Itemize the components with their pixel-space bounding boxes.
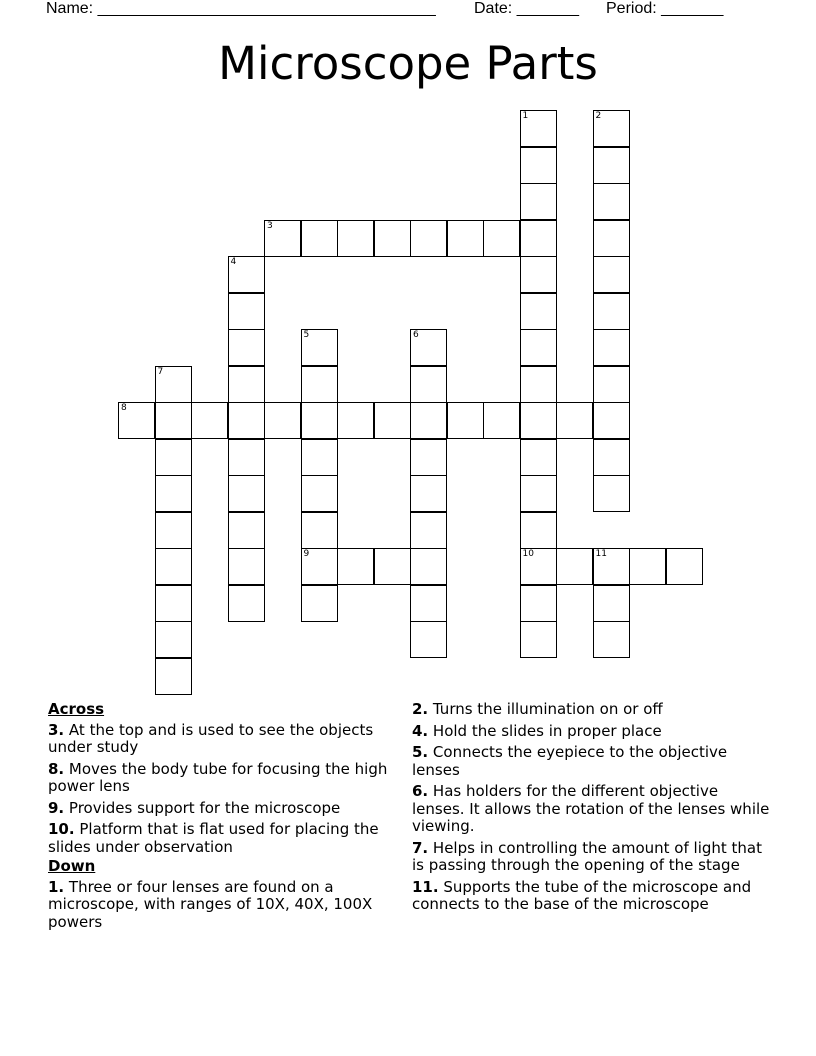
crossword-cell[interactable] xyxy=(629,548,666,585)
crossword-cell[interactable] xyxy=(301,329,338,366)
crossword-cell[interactable] xyxy=(593,621,630,658)
page-title: Microscope Parts xyxy=(218,37,598,90)
crossword-cell[interactable] xyxy=(593,147,630,184)
crossword-cell[interactable] xyxy=(228,256,265,293)
crossword-cell[interactable] xyxy=(593,256,630,293)
period-field[interactable]: Period: _______ xyxy=(606,0,724,17)
clue-down-1: 1. Three or four lenses are found on a microscope, with ranges of 10X, 40X, 100X powers xyxy=(48,877,373,931)
crossword-cell[interactable] xyxy=(593,110,630,147)
crossword-cell[interactable] xyxy=(118,402,155,439)
crossword-cell[interactable] xyxy=(374,402,411,439)
clue-number: 10 xyxy=(522,549,534,559)
crossword-cell[interactable] xyxy=(410,439,447,476)
crossword-cell[interactable] xyxy=(374,548,411,585)
clue-number: 9 xyxy=(303,549,310,559)
crossword-cell[interactable] xyxy=(520,110,557,147)
crossword-cell[interactable] xyxy=(520,366,557,403)
crossword-cell[interactable] xyxy=(155,439,192,476)
crossword-cell[interactable] xyxy=(191,402,228,439)
clue-number: 6 xyxy=(413,330,419,340)
crossword-cell[interactable] xyxy=(301,475,338,512)
crossword-cell[interactable] xyxy=(593,585,630,622)
crossword-cell[interactable] xyxy=(520,183,557,220)
crossword-cell[interactable] xyxy=(593,475,630,512)
crossword-cell[interactable] xyxy=(593,183,630,220)
clue-across-9: 9. Provides support for the microscope xyxy=(48,798,341,817)
clue-number: 4 xyxy=(230,257,237,267)
crossword-cell[interactable] xyxy=(520,512,557,549)
clues-column-right xyxy=(412,701,772,918)
crossword-cell[interactable] xyxy=(593,548,630,585)
crossword-cell[interactable] xyxy=(155,621,192,658)
crossword-cell[interactable] xyxy=(155,512,192,549)
clue-number: 7 xyxy=(157,366,164,377)
crossword-cell[interactable] xyxy=(593,220,630,257)
crossword-cell[interactable] xyxy=(228,366,265,403)
clue-down-5: 5. Connects the eyepiece to the objective lenses xyxy=(412,743,728,779)
clue-number: 2 xyxy=(595,111,602,121)
crossword-cell[interactable] xyxy=(228,402,265,439)
crossword-cell[interactable] xyxy=(264,220,301,257)
crossword-cell[interactable] xyxy=(264,402,301,439)
crossword-cell[interactable] xyxy=(483,220,520,257)
crossword-cell[interactable] xyxy=(410,220,447,257)
crossword-cell[interactable] xyxy=(228,512,265,549)
crossword-cell[interactable] xyxy=(520,147,557,184)
crossword-cell[interactable] xyxy=(301,512,338,549)
crossword-cell[interactable] xyxy=(155,475,192,512)
crossword-cell[interactable] xyxy=(228,475,265,512)
date-field[interactable]: Date: _______ xyxy=(474,0,579,17)
clue-down-4: 4. Hold the slides in proper place xyxy=(412,721,662,740)
clue-down-11: 11. Supports the tube of the microscope and connects to the base of the microscope xyxy=(412,877,752,913)
crossword-cell[interactable] xyxy=(228,585,265,622)
crossword-cell[interactable] xyxy=(301,585,338,622)
crossword-cell[interactable] xyxy=(337,548,374,585)
crossword-cell[interactable] xyxy=(520,475,557,512)
crossword-cell[interactable] xyxy=(520,439,557,476)
crossword-cell[interactable] xyxy=(666,548,703,585)
crossword-cell[interactable] xyxy=(447,402,484,439)
name-field[interactable]: Name: ______________________________________ xyxy=(46,0,436,17)
crossword-cell[interactable] xyxy=(483,402,520,439)
crossword-cell[interactable] xyxy=(410,329,447,366)
crossword-cell[interactable] xyxy=(155,658,192,695)
crossword-cell[interactable] xyxy=(593,293,630,330)
clues-column-left xyxy=(48,701,398,935)
crossword-cell[interactable] xyxy=(155,548,192,585)
crossword-cell[interactable] xyxy=(520,293,557,330)
clue-number: 8 xyxy=(121,403,127,413)
crossword-cell[interactable] xyxy=(228,293,265,330)
crossword-cell[interactable] xyxy=(593,402,630,439)
crossword-cell[interactable] xyxy=(301,366,338,403)
across-heading: Across xyxy=(48,700,105,718)
crossword-cell[interactable] xyxy=(301,439,338,476)
crossword-cell[interactable] xyxy=(155,402,192,439)
crossword-cell[interactable] xyxy=(520,585,557,622)
clue-number: 3 xyxy=(267,220,273,231)
clue-down-2: 2. Turns the illumination on or off xyxy=(412,700,663,718)
clue-down-7: 7. Helps in controlling the amount of light that is passing through the opening of the stage xyxy=(412,838,762,874)
crossword-cell[interactable] xyxy=(301,402,338,439)
crossword-cell[interactable] xyxy=(410,548,447,585)
crossword-cell[interactable] xyxy=(593,366,630,403)
crossword-cell[interactable] xyxy=(593,329,630,366)
crossword-cell[interactable] xyxy=(301,548,338,585)
crossword-cell[interactable] xyxy=(228,329,265,366)
clue-across-10: 10. Platform that is flat used for placing the slides under observation xyxy=(48,820,379,856)
crossword-cell[interactable] xyxy=(337,402,374,439)
clue-down-6: 6. Has holders for the different objective lenses. It allows the rotation of the lenses while viewing. xyxy=(412,782,770,835)
crossword-cell[interactable] xyxy=(410,475,447,512)
crossword-cell[interactable] xyxy=(155,585,192,622)
crossword-cell[interactable] xyxy=(301,220,338,257)
crossword-cell[interactable] xyxy=(556,548,593,585)
crossword-cell[interactable] xyxy=(337,220,374,257)
crossword-cell[interactable] xyxy=(410,512,447,549)
crossword-cell[interactable] xyxy=(520,256,557,293)
crossword-cell[interactable] xyxy=(410,621,447,658)
crossword-cell[interactable] xyxy=(447,220,484,257)
clue-across-8: 8. Moves the body tube for focusing the high power lens xyxy=(48,759,388,795)
down-heading: Down xyxy=(48,857,96,875)
crossword-cell[interactable] xyxy=(228,548,265,585)
crossword-cell[interactable] xyxy=(520,329,557,366)
crossword-cell[interactable] xyxy=(410,585,447,622)
crossword-cell[interactable] xyxy=(520,548,557,585)
crossword-cell[interactable] xyxy=(228,439,265,476)
crossword-cell[interactable] xyxy=(374,220,411,257)
clue-number: 1 xyxy=(522,111,529,121)
clue-number: 11 xyxy=(595,549,607,559)
crossword-cell[interactable] xyxy=(520,220,557,257)
clue-number: 5 xyxy=(303,330,310,340)
crossword-cell[interactable] xyxy=(410,366,447,403)
crossword-cell[interactable] xyxy=(410,402,447,439)
clue-across-3: 3. At the top and is used to see the objects under study xyxy=(48,720,374,756)
crossword-cell[interactable] xyxy=(593,439,630,476)
crossword-cell[interactable] xyxy=(556,402,593,439)
crossword-cell[interactable] xyxy=(520,621,557,658)
crossword-cell[interactable] xyxy=(155,366,192,403)
crossword-cell[interactable] xyxy=(520,402,557,439)
